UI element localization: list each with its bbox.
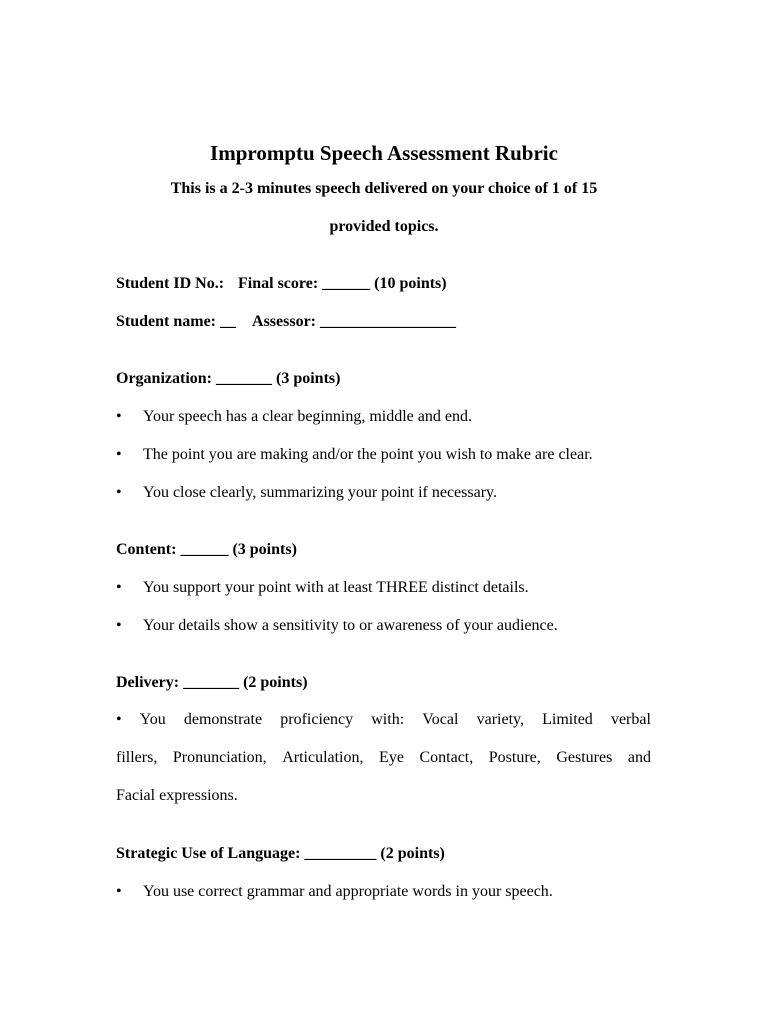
content-item-2: Your details show a sensitivity to or awareness of your audience. (143, 617, 558, 634)
organization-item-1: Your speech has a clear beginning, middle and end. (143, 408, 472, 425)
student-id-label: Student ID No.: (116, 275, 225, 292)
delivery-word: Eye (379, 749, 404, 766)
delivery-word: Pronunciation, (172, 749, 267, 766)
assessor-label: Assessor: _________________ (252, 313, 457, 330)
student-name-label: Student name: __ (116, 313, 237, 330)
organization-heading: Organization: _______ (3 points) (116, 370, 341, 387)
bullet-marker: • (116, 711, 122, 728)
delivery-word: You (139, 711, 166, 728)
bullet-marker: • (116, 446, 122, 463)
student-name-row (116, 311, 456, 333)
delivery-word: Limited (542, 711, 593, 728)
delivery-word: and (627, 749, 651, 766)
language-heading: Strategic Use of Language: _________ (2 points) (116, 845, 445, 862)
student-id-row (116, 273, 447, 295)
delivery-paragraph-line-3: Facial expressions. (116, 787, 238, 804)
bullet-marker: • (116, 579, 122, 596)
delivery-word: Posture, (488, 749, 541, 766)
delivery-word: Articulation, (282, 749, 364, 766)
bullet-marker: • (116, 883, 122, 900)
bullet-marker: • (116, 408, 122, 425)
delivery-word: with: (371, 711, 405, 728)
organization-item-3: You close clearly, summarizing your point if necessary. (143, 484, 497, 501)
content-item-1: You support your point with at least THREE distinct details. (143, 579, 529, 596)
delivery-word: verbal (610, 711, 651, 728)
bullet-marker: • (116, 617, 122, 634)
delivery-heading: Delivery: _______ (2 points) (116, 674, 308, 691)
delivery-paragraph-line-1 (116, 709, 651, 731)
bullet-marker: • (116, 484, 122, 501)
subtitle-line-2: provided topics. (329, 218, 439, 235)
delivery-word: variety, (476, 711, 524, 728)
document-title: Impromptu Speech Assessment Rubric (210, 141, 558, 165)
delivery-word: Contact, (419, 749, 474, 766)
delivery-word: demonstrate (183, 711, 263, 728)
delivery-word: proficiency (280, 711, 354, 728)
delivery-word: Gestures (556, 749, 613, 766)
delivery-paragraph-line-2 (116, 747, 651, 769)
subtitle-line-1: This is a 2-3 minutes speech delivered on your choice of 1 of 15 (170, 180, 598, 197)
content-heading: Content: ______ (3 points) (116, 541, 297, 558)
language-item-1: You use correct grammar and appropriate words in your speech. (143, 883, 553, 900)
final-score-label: Final score: ______ (10 points) (238, 275, 447, 292)
delivery-word: fillers, (116, 749, 158, 766)
delivery-word: Vocal (422, 711, 459, 728)
organization-item-2: The point you are making and/or the point you wish to make are clear. (143, 446, 593, 463)
